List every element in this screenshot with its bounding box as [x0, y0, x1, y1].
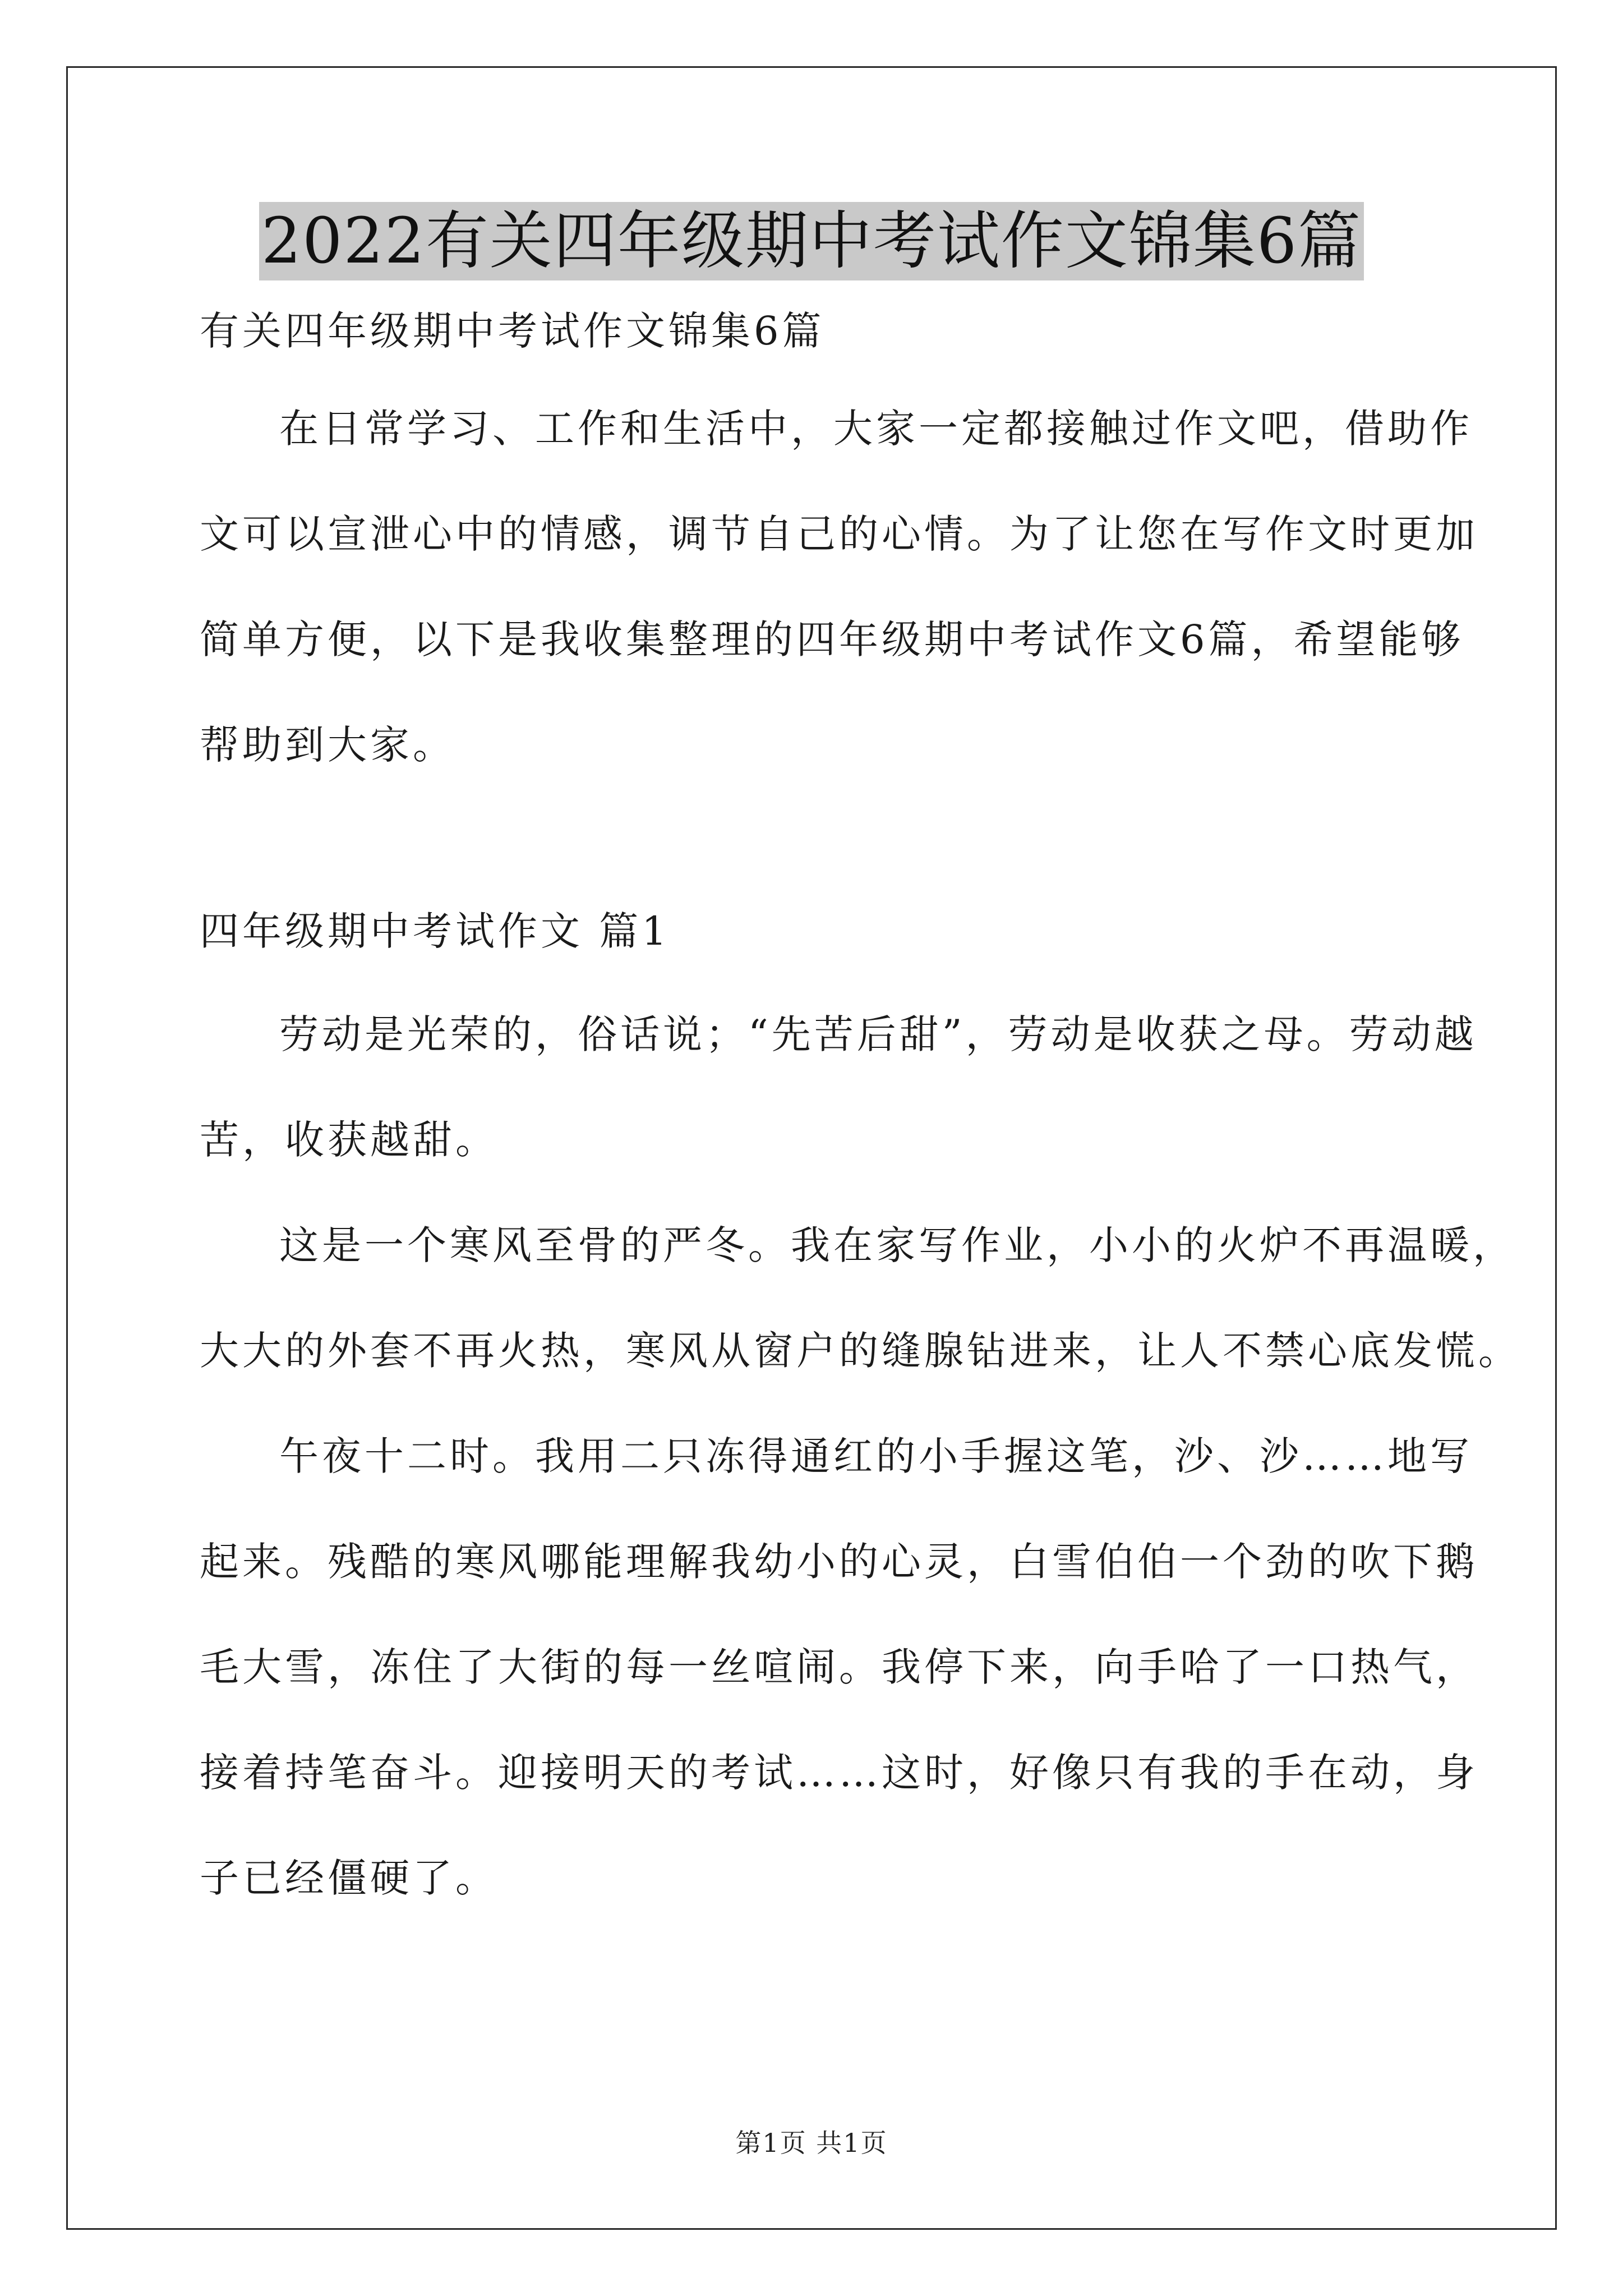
section-heading: 四年级期中考试作文 篇1: [200, 908, 670, 954]
paragraph-2: [200, 1217, 1521, 1379]
text-line: 午夜十二时。我用二只冻得通红的小手握这笔，沙、沙……地写: [279, 1433, 1473, 1479]
document-body: [200, 303, 1521, 1955]
text-line: 苦，收获越甜。: [200, 1117, 498, 1163]
text-line: 起来。残酷的寒风哪能理解我幼小的心灵，白雪伯伯一个劲的吹下鹅: [200, 1539, 1478, 1585]
text-line: 大大的外套不再火热，寒风从窗户的缝腺钻进来，让人不禁心底发慌。: [200, 1328, 1521, 1374]
text-line: 这是一个寒风至骨的严冬。我在家写作业，小小的火炉不再温暖，: [279, 1222, 1515, 1268]
title-area: [0, 202, 1623, 280]
paragraph-1: [200, 1006, 1477, 1168]
document-subtitle: 有关四年级期中考试作文锦集6篇: [200, 308, 825, 354]
text-line: 劳动是光荣的，俗话说；“先苦后甜”，劳动是收获之母。劳动越: [279, 1011, 1477, 1057]
intro-paragraph: [200, 401, 1478, 773]
text-line: 子已经僵硬了。: [200, 1855, 498, 1901]
paragraph-3: [200, 1428, 1478, 1906]
document-title: 2022有关四年级期中考试作文锦集6篇: [259, 202, 1364, 280]
page-footer: 第1页 共1页: [735, 2128, 888, 2158]
text-line: 在日常学习、工作和生活中，大家一定都接触过作文吧，借助作: [279, 406, 1473, 452]
text-line: 简单方便，以下是我收集整理的四年级期中考试作文6篇，希望能够: [200, 616, 1464, 662]
text-line: 帮助到大家。: [200, 722, 455, 768]
text-line: 毛大雪，冻住了大街的每一丝喧闹。我停下来，向手哈了一口热气，: [200, 1644, 1478, 1690]
text-line: 文可以宣泄心中的情感，调节自己的心情。为了让您在写作文时更加: [200, 511, 1478, 557]
text-line: 接着持笔奋斗。迎接明天的考试……这时，好像只有我的手在动，身: [200, 1750, 1478, 1796]
